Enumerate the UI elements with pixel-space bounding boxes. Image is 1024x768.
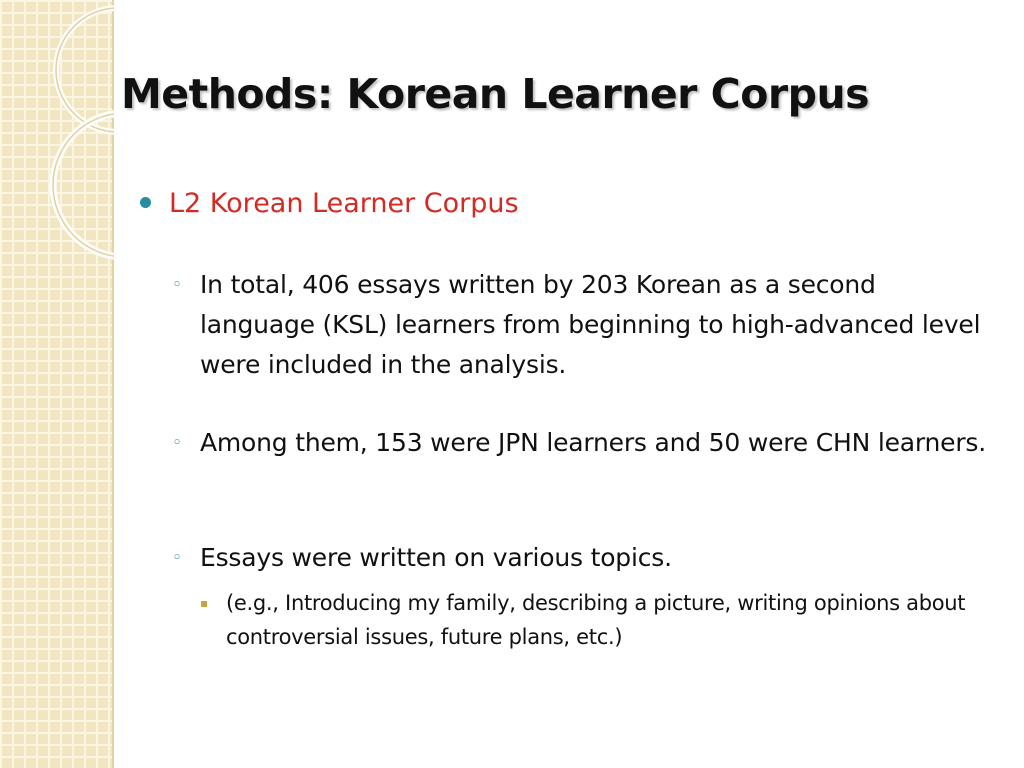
small-dot-bullet-icon: ▪: [200, 596, 209, 610]
bullet-dot-icon: [140, 197, 151, 208]
sub-sub-bullet: [198, 586, 988, 654]
bullet-level-1: [140, 188, 519, 219]
slide-title: Methods: Korean Learner Corpus: [121, 70, 870, 118]
decorative-side-panel: [0, 0, 114, 768]
ring-bullet-icon: ◦: [172, 548, 183, 568]
sub-bullet-text: Essays were written on various topics.: [200, 543, 672, 572]
sub-bullet-text: Among them, 153 were JPN learners and 50 were CHN learners.: [200, 428, 986, 457]
bullet-heading: L2 Korean Learner Corpus: [169, 188, 519, 219]
sub-sub-bullet-text: (e.g., Introducing my family, describing a picture, writing opinions about controversial issues, future plans, etc.): [226, 591, 966, 649]
sub-bullet: [172, 423, 992, 463]
sub-bullet: [172, 265, 992, 385]
decorative-rings-icon: [0, 0, 114, 768]
sub-bullet-text: In total, 406 essays written by 203 Korean as a second language (KSL) learners from beginning to high-advanced level were included in the analysis.: [200, 270, 981, 379]
ring-bullet-icon: ◦: [172, 433, 183, 453]
ring-bullet-icon: ◦: [172, 275, 183, 295]
sub-bullet: [172, 538, 992, 578]
